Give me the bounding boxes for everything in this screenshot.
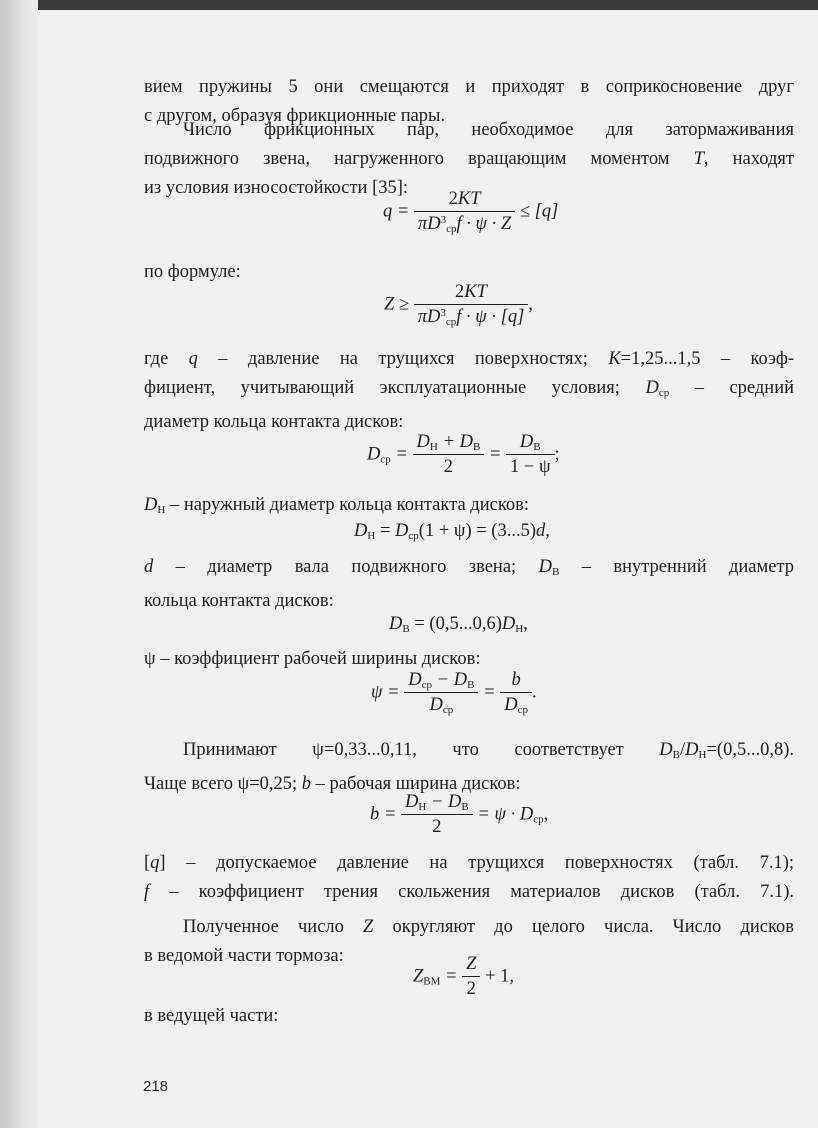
page-number: 218 — [143, 1078, 169, 1095]
equation-zvm: $Z_{ВМ}$ = $\frac{Z}{2}$ + 1, — [413, 954, 515, 999]
book-spine-shadow — [0, 0, 38, 1128]
paragraph: Принимают ψ=0,33...0,11, что соответствует $D_В/D_Н=(0,5...0,8)$. Чаще всего ψ=0,25; b – рабочая ширина дисков: — [144, 740, 794, 794]
paragraph: вием пружины 5 они смещаются и приходят в соприкосновение друг с другом, образуя фрикционные пары. — [144, 77, 794, 126]
equation-z: Z ≥ $\frac{2KT}{\pi D^3_{ср}f \cdot \psi \cdot [q]}$ , — [384, 282, 533, 328]
paragraph: Полученное число Z округляют до целого числа. Число дисков в ведомой части тормоза: — [144, 917, 794, 966]
paragraph: d – диаметр вала подвижного звена; $D_В$ – внутренний диаметр кольца контакта дисков: — [144, 557, 795, 611]
equation-psi: ψ = $\frac{D_{ср} - D_В}{D_{ср}}$ = $\frac{b}{D_{ср}}$ . — [371, 670, 537, 716]
paragraph: в ведущей части: — [144, 1006, 279, 1026]
paragraph: $D_Н$ – наружный диаметр кольца контакта дисков: — [144, 495, 529, 516]
scan-border — [0, 0, 818, 10]
equation-dcp: $D_{ср}$ = $\frac{D_Н + D_В}{2}$ = $\frac{D_В}{1 - \psi}$ ; — [367, 432, 560, 477]
equation-q: q = $\frac{2KT}{\pi D^3_{ср}f \cdot \psi \cdot Z}$ ≤ [q] — [383, 189, 559, 235]
paragraph: где q – давление на трущихся поверхностях; K=1,25...1,5 – коэф- фициент, учитывающий эксплуатационные условия; $D_{ср}$ – средний диаметр кольца контакта дисков: — [144, 349, 795, 432]
paragraph: по формуле: — [144, 262, 241, 282]
paragraph: ψ – коэффициент рабочей ширины дисков: — [144, 649, 481, 669]
paragraph: [q] – допускаемое давление на трущихся поверхностях (табл. 7.1); f – коэффициент трения скольжения материалов дисков (табл. 7.1). — [144, 853, 794, 902]
equation-db: $D_В = (0,5...0,6)D_Н$, — [389, 614, 528, 635]
paragraph: Число фрикционных пар, необходимое для затормаживания подвижного звена, нагруженного вращающим моментом T, находят из условия износостойкости [35]: — [144, 120, 794, 198]
equation-b: b = $\frac{D_Н - D_В}{2}$ = $\psi \cdot D_{ср}$, — [370, 792, 549, 837]
equation-dn: $D_Н = D_{ср}(1 + \psi) = (3...5)d$, — [354, 521, 550, 542]
